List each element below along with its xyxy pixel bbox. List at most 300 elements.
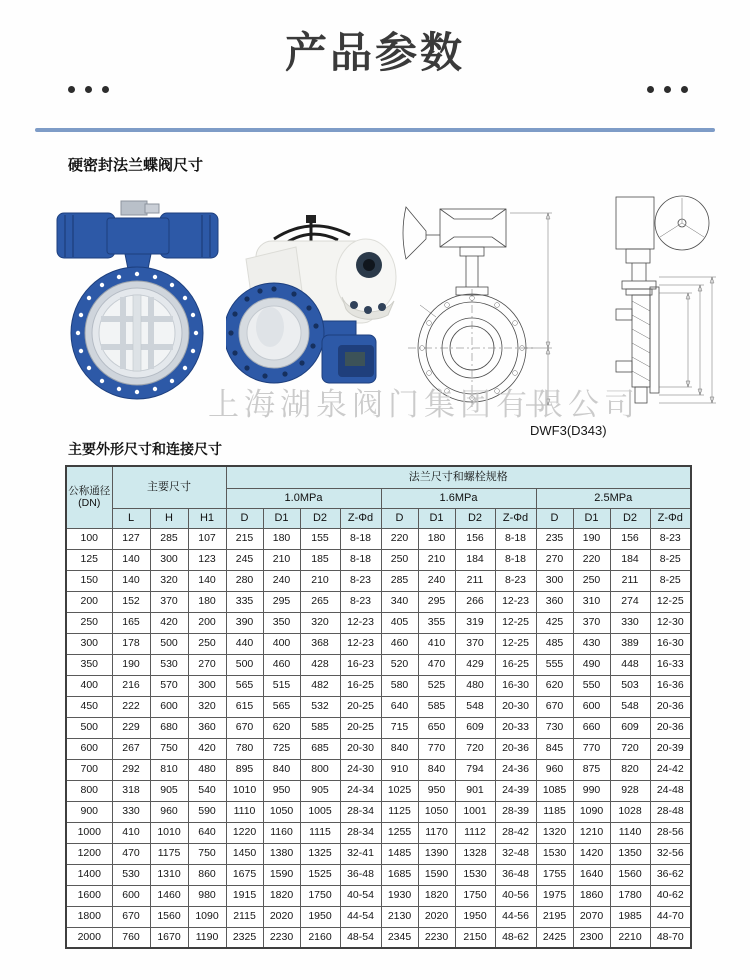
table-cell: 44-54 [340, 906, 381, 927]
table-cell: 28-48 [650, 801, 691, 822]
table-cell: 156 [610, 528, 650, 549]
table-cell: 650 [418, 717, 455, 738]
table-cell: 2195 [536, 906, 573, 927]
table-cell: 532 [300, 696, 340, 717]
table-cell: 905 [150, 780, 188, 801]
table-cell: 1450 [226, 843, 263, 864]
table-cell: 267 [112, 738, 150, 759]
table-cell: 36-48 [340, 864, 381, 885]
sub-column-header: D1 [573, 508, 610, 528]
table-cell: 20-33 [495, 717, 536, 738]
table-cell: 1750 [300, 885, 340, 906]
table-cell: 180 [263, 528, 300, 549]
table-cell: 400 [263, 633, 300, 654]
table-body [66, 528, 691, 948]
table-cell: 20-25 [340, 696, 381, 717]
sub-column-header: L [112, 508, 150, 528]
page-title: 产品参数 [284, 29, 465, 76]
table-cell: 1985 [610, 906, 650, 927]
table-cell: 525 [418, 675, 455, 696]
sub-column-header: Z-Φd [650, 508, 691, 528]
table-cell: 24-36 [495, 759, 536, 780]
table-cell: 609 [455, 717, 495, 738]
table-cell: 794 [455, 759, 495, 780]
table-cell: 266 [455, 591, 495, 612]
table-cell: 215 [226, 528, 263, 549]
table-cell: 20-36 [650, 696, 691, 717]
table-cell: 1125 [381, 801, 418, 822]
dn-cell: 600 [66, 738, 112, 759]
table-row [66, 717, 691, 738]
table-row [66, 633, 691, 654]
table-cell: 24-48 [650, 780, 691, 801]
table-cell: 300 [536, 570, 573, 591]
table-cell: 210 [263, 549, 300, 570]
table-row [66, 759, 691, 780]
table-cell: 20-25 [340, 717, 381, 738]
table-cell: 16-36 [650, 675, 691, 696]
table-cell: 1530 [536, 843, 573, 864]
table-cell: 44-56 [495, 906, 536, 927]
table-cell: 360 [536, 591, 573, 612]
table-cell: 460 [381, 633, 418, 654]
table-cell: 1350 [610, 843, 650, 864]
table-cell: 1320 [536, 822, 573, 843]
watermark: 上海湖泉阀门集团有限公司 [208, 387, 640, 422]
table-cell: 12-23 [340, 633, 381, 654]
table-cell: 370 [455, 633, 495, 654]
table-cell: 190 [573, 528, 610, 549]
table-cell: 405 [381, 612, 418, 633]
table-cell: 440 [226, 633, 263, 654]
table-cell: 2130 [381, 906, 418, 927]
dn-cell: 200 [66, 591, 112, 612]
table-cell: 1560 [150, 906, 188, 927]
table-row [66, 864, 691, 885]
table-cell: 107 [188, 528, 226, 549]
dn-cell: 1400 [66, 864, 112, 885]
table-cell: 503 [610, 675, 650, 696]
col-header-main-group: 主要尺寸 [112, 466, 226, 508]
table-cell: 860 [188, 864, 226, 885]
table-cell: 12-30 [650, 612, 691, 633]
table-row [66, 906, 691, 927]
table-row [66, 675, 691, 696]
dot-icon [85, 86, 92, 93]
table-cell: 660 [573, 717, 610, 738]
table-cell: 16-25 [495, 654, 536, 675]
valve-photo-electric [226, 213, 400, 404]
table-cell: 428 [300, 654, 340, 675]
table-cell: 180 [188, 591, 226, 612]
table-cell: 280 [226, 570, 263, 591]
table-cell: 1005 [300, 801, 340, 822]
table-cell: 185 [300, 549, 340, 570]
table-cell: 8-23 [340, 570, 381, 591]
table-cell: 530 [150, 654, 188, 675]
table-cell: 910 [381, 759, 418, 780]
header-group-row [66, 466, 691, 488]
table-cell: 820 [610, 759, 650, 780]
table-row [66, 696, 691, 717]
table-cell: 1525 [300, 864, 340, 885]
table-cell: 229 [112, 717, 150, 738]
table-cell: 28-56 [650, 822, 691, 843]
table-cell: 1220 [226, 822, 263, 843]
table-cell: 840 [381, 738, 418, 759]
table-cell: 40-56 [495, 885, 536, 906]
sub-column-header: H1 [188, 508, 226, 528]
table-cell: 8-18 [495, 528, 536, 549]
table-cell: 32-56 [650, 843, 691, 864]
table-cell: 28-34 [340, 822, 381, 843]
table-cell: 720 [455, 738, 495, 759]
table-cell: 48-54 [340, 927, 381, 948]
table-cell: 216 [112, 675, 150, 696]
table-cell: 570 [150, 675, 188, 696]
table-cell: 127 [112, 528, 150, 549]
dn-cell: 450 [66, 696, 112, 717]
table-cell: 16-30 [495, 675, 536, 696]
dn-cell: 1200 [66, 843, 112, 864]
dot-icon [68, 86, 75, 93]
table-cell: 670 [536, 696, 573, 717]
table-cell: 1950 [300, 906, 340, 927]
table-cell: 580 [381, 675, 418, 696]
table-cell: 285 [150, 528, 188, 549]
table-cell: 840 [263, 759, 300, 780]
table-cell: 1675 [226, 864, 263, 885]
table-cell: 156 [455, 528, 495, 549]
table-cell: 960 [150, 801, 188, 822]
table-cell: 274 [610, 591, 650, 612]
table-cell: 905 [300, 780, 340, 801]
table-cell: 178 [112, 633, 150, 654]
dn-cell: 700 [66, 759, 112, 780]
dn-cell: 100 [66, 528, 112, 549]
table-cell: 429 [455, 654, 495, 675]
table-cell: 1485 [381, 843, 418, 864]
table-cell: 184 [455, 549, 495, 570]
table-cell: 895 [226, 759, 263, 780]
table-cell: 240 [263, 570, 300, 591]
table-cell: 300 [150, 549, 188, 570]
table-cell: 480 [455, 675, 495, 696]
dn-cell: 400 [66, 675, 112, 696]
table-cell: 285 [381, 570, 418, 591]
sub-column-header: D [226, 508, 263, 528]
table-cell: 16-33 [650, 654, 691, 675]
column-header-row [66, 508, 691, 528]
table-cell: 24-39 [495, 780, 536, 801]
table-cell: 211 [610, 570, 650, 591]
table-cell: 2230 [263, 927, 300, 948]
table-cell: 240 [418, 570, 455, 591]
table-row [66, 885, 691, 906]
table-cell: 32-48 [495, 843, 536, 864]
table-cell: 44-70 [650, 906, 691, 927]
table-cell: 20-39 [650, 738, 691, 759]
table-cell: 190 [112, 654, 150, 675]
section-title: 硬密封法兰蝶阀尺寸 [68, 157, 204, 174]
table-cell: 36-62 [650, 864, 691, 885]
table-cell: 565 [226, 675, 263, 696]
table-cell: 470 [112, 843, 150, 864]
table-cell: 800 [300, 759, 340, 780]
table-cell: 1001 [455, 801, 495, 822]
table-cell: 448 [610, 654, 650, 675]
table-cell: 1950 [455, 906, 495, 927]
dn-cell: 2000 [66, 927, 112, 948]
table-cell: 1090 [188, 906, 226, 927]
table-cell: 1112 [455, 822, 495, 843]
table-cell: 220 [573, 549, 610, 570]
table-cell: 600 [573, 696, 610, 717]
table-cell: 685 [300, 738, 340, 759]
table-cell: 8-25 [650, 549, 691, 570]
electric-valve-image [226, 213, 400, 399]
pressure-header: 2.5MPa [536, 488, 691, 508]
sub-column-header: H [150, 508, 188, 528]
table-cell: 2345 [381, 927, 418, 948]
table-cell: 1085 [536, 780, 573, 801]
table-cell: 1025 [381, 780, 418, 801]
sub-column-header: D [381, 508, 418, 528]
table-cell: 222 [112, 696, 150, 717]
dimensions-table [65, 465, 692, 949]
table-row [66, 843, 691, 864]
table-cell: 300 [188, 675, 226, 696]
table-cell: 1930 [381, 885, 418, 906]
table-cell: 1820 [263, 885, 300, 906]
pressure-header: 1.6MPa [381, 488, 536, 508]
table-cell: 1755 [536, 864, 573, 885]
table-cell: 200 [188, 612, 226, 633]
table-cell: 1090 [573, 801, 610, 822]
table-cell: 1560 [610, 864, 650, 885]
table-cell: 555 [536, 654, 573, 675]
table-cell: 460 [263, 654, 300, 675]
table-cell: 425 [536, 612, 573, 633]
table-cell: 1420 [573, 843, 610, 864]
table-cell: 1110 [226, 801, 263, 822]
table-cell: 2425 [536, 927, 573, 948]
three-dots-icon [647, 86, 688, 93]
table-cell: 620 [536, 675, 573, 696]
dn-cell: 1600 [66, 885, 112, 906]
table-cell: 1590 [418, 864, 455, 885]
table-cell: 8-18 [340, 549, 381, 570]
table-row [66, 570, 691, 591]
table-cell: 340 [381, 591, 418, 612]
table-cell: 2210 [610, 927, 650, 948]
table-cell: 152 [112, 591, 150, 612]
sub-column-header: D1 [263, 508, 300, 528]
table-cell: 12-25 [650, 591, 691, 612]
table-cell: 1975 [536, 885, 573, 906]
table-cell: 390 [226, 612, 263, 633]
table-cell: 548 [610, 696, 650, 717]
table-cell: 24-30 [340, 759, 381, 780]
table-cell: 1160 [263, 822, 300, 843]
table-cell: 210 [300, 570, 340, 591]
table-cell: 515 [263, 675, 300, 696]
table-cell: 760 [112, 927, 150, 948]
table-cell: 845 [536, 738, 573, 759]
table-row [66, 822, 691, 843]
table-cell: 750 [150, 738, 188, 759]
valve-photo-pneumatic [55, 195, 220, 408]
table-cell: 12-25 [495, 612, 536, 633]
table-row [66, 927, 691, 948]
table-cell: 211 [455, 570, 495, 591]
table-cell: 180 [418, 528, 455, 549]
table-cell: 250 [381, 549, 418, 570]
table-cell: 320 [300, 612, 340, 633]
table-row [66, 528, 691, 549]
dn-cell: 900 [66, 801, 112, 822]
table-cell: 490 [573, 654, 610, 675]
table-cell: 500 [226, 654, 263, 675]
table-cell: 48-62 [495, 927, 536, 948]
table-cell: 548 [455, 696, 495, 717]
sub-column-header: D2 [610, 508, 650, 528]
table-cell: 585 [418, 696, 455, 717]
table-cell: 360 [188, 717, 226, 738]
table-cell: 36-48 [495, 864, 536, 885]
table-cell: 48-70 [650, 927, 691, 948]
header-divider [35, 128, 715, 132]
table-cell: 600 [150, 696, 188, 717]
dot-icon [681, 86, 688, 93]
table-cell: 265 [300, 591, 340, 612]
table-cell: 1010 [150, 822, 188, 843]
dn-cell: 1800 [66, 906, 112, 927]
table-cell: 600 [112, 885, 150, 906]
table-cell: 12-23 [340, 612, 381, 633]
table-cell: 730 [536, 717, 573, 738]
table-cell: 875 [573, 759, 610, 780]
table-cell: 350 [263, 612, 300, 633]
table-cell: 480 [188, 759, 226, 780]
table-row [66, 780, 691, 801]
three-dots-icon [68, 86, 109, 93]
table-cell: 2020 [418, 906, 455, 927]
table-cell: 370 [573, 612, 610, 633]
table-cell: 295 [263, 591, 300, 612]
table-cell: 1460 [150, 885, 188, 906]
table-cell: 1685 [381, 864, 418, 885]
table-cell: 20-30 [340, 738, 381, 759]
table-cell: 670 [226, 717, 263, 738]
table-cell: 1115 [300, 822, 340, 843]
table-row [66, 738, 691, 759]
table-cell: 330 [112, 801, 150, 822]
col-header-dn: 公称通径(DN) [66, 466, 112, 528]
table-cell: 565 [263, 696, 300, 717]
table-cell: 770 [418, 738, 455, 759]
table-cell: 585 [300, 717, 340, 738]
table-cell: 470 [418, 654, 455, 675]
table-cell: 950 [263, 780, 300, 801]
table-row [66, 549, 691, 570]
table-cell: 980 [188, 885, 226, 906]
sub-column-header: D [536, 508, 573, 528]
table-cell: 24-42 [650, 759, 691, 780]
table-cell: 670 [112, 906, 150, 927]
table-cell: 2070 [573, 906, 610, 927]
table-cell: 640 [188, 822, 226, 843]
dn-cell: 500 [66, 717, 112, 738]
table-cell: 318 [112, 780, 150, 801]
table-cell: 901 [455, 780, 495, 801]
table-cell: 1140 [610, 822, 650, 843]
sub-column-header: Z-Φd [495, 508, 536, 528]
table-cell: 12-25 [495, 633, 536, 654]
dn-cell: 250 [66, 612, 112, 633]
table-cell: 2300 [573, 927, 610, 948]
table-cell: 368 [300, 633, 340, 654]
table-cell: 40-62 [650, 885, 691, 906]
table-cell: 1380 [263, 843, 300, 864]
table-cell: 140 [112, 570, 150, 591]
table-cell: 270 [188, 654, 226, 675]
table-cell: 1050 [418, 801, 455, 822]
table-cell: 1310 [150, 864, 188, 885]
table-cell: 615 [226, 696, 263, 717]
table-cell: 8-18 [495, 549, 536, 570]
sub-column-header: D2 [300, 508, 340, 528]
table-cell: 1670 [150, 927, 188, 948]
table-row [66, 801, 691, 822]
table-cell: 2115 [226, 906, 263, 927]
table-cell: 1255 [381, 822, 418, 843]
table-cell: 16-25 [340, 675, 381, 696]
table-cell: 210 [418, 549, 455, 570]
sub-column-header: D2 [455, 508, 495, 528]
table-cell: 540 [188, 780, 226, 801]
table-cell: 2160 [300, 927, 340, 948]
table-cell: 270 [536, 549, 573, 570]
table-cell: 20-36 [650, 717, 691, 738]
table-cell: 410 [112, 822, 150, 843]
table-cell: 1640 [573, 864, 610, 885]
table-cell: 2020 [263, 906, 300, 927]
table-cell: 840 [418, 759, 455, 780]
table-cell: 1050 [263, 801, 300, 822]
dn-cell: 125 [66, 549, 112, 570]
table-cell: 2325 [226, 927, 263, 948]
table-cell: 530 [112, 864, 150, 885]
dot-icon [102, 86, 109, 93]
table-cell: 430 [573, 633, 610, 654]
table-cell: 370 [150, 591, 188, 612]
table-cell: 165 [112, 612, 150, 633]
table-cell: 16-30 [650, 633, 691, 654]
table-cell: 990 [573, 780, 610, 801]
table-cell: 20-36 [495, 738, 536, 759]
table-cell: 2230 [418, 927, 455, 948]
table-cell: 1915 [226, 885, 263, 906]
table-cell: 1328 [455, 843, 495, 864]
table-cell: 28-34 [340, 801, 381, 822]
table-cell: 609 [610, 717, 650, 738]
table-cell: 2150 [455, 927, 495, 948]
table-cell: 8-23 [650, 528, 691, 549]
table-cell: 590 [188, 801, 226, 822]
table-cell: 123 [188, 549, 226, 570]
table-cell: 950 [418, 780, 455, 801]
